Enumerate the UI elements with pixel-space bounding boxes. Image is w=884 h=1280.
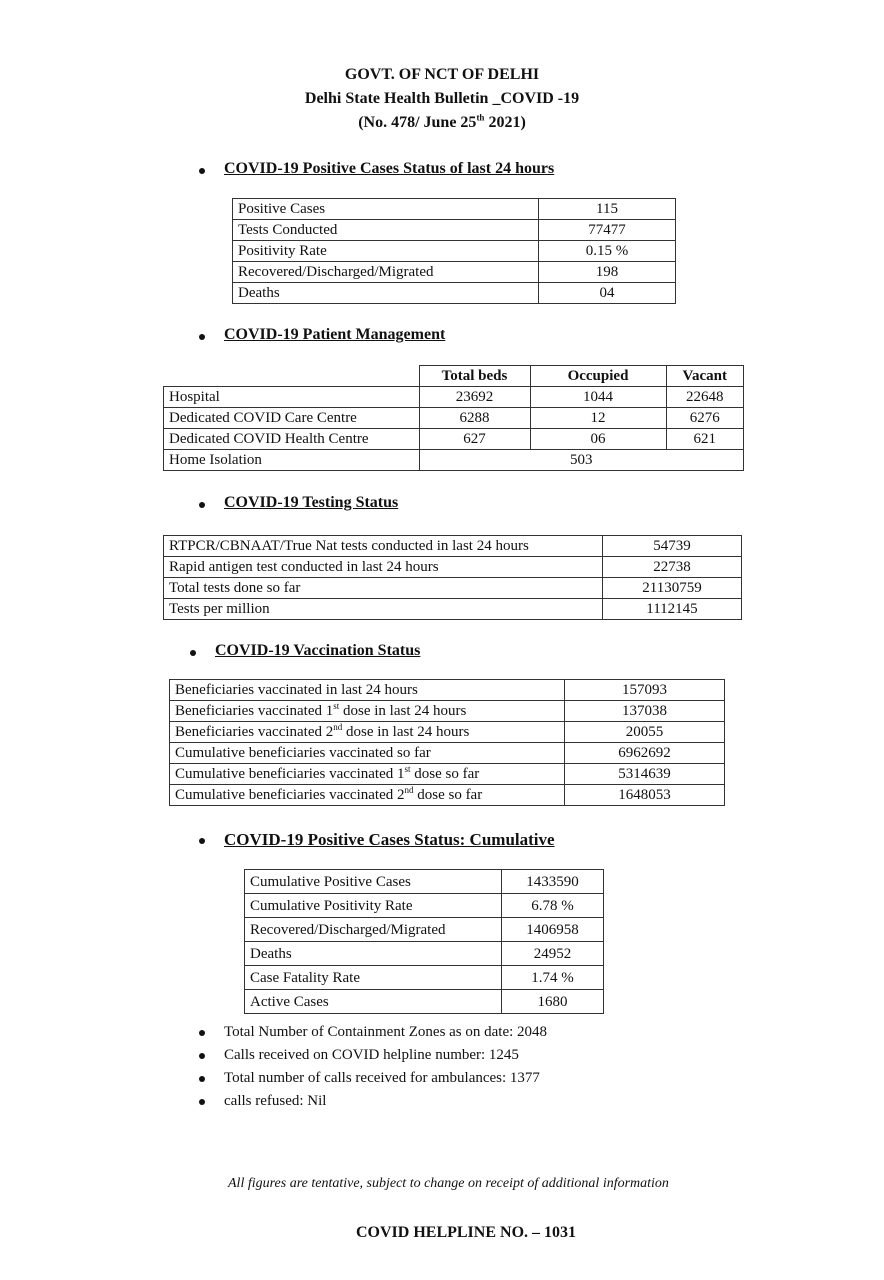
header-line-3: (No. 478/ June 25th 2021) (358, 112, 526, 131)
list-item-containment-zones: Total Number of Containment Zones as on date: 2048 (224, 1024, 548, 1040)
bullet-icon (199, 1053, 205, 1059)
table-row: Home Isolation 503 (164, 450, 744, 471)
table-row: Positive Cases 115 (233, 199, 676, 220)
bullet-icon (199, 1099, 205, 1105)
bullet-icon (199, 1030, 205, 1036)
table-row: Recovered/Discharged/Migrated 198 (233, 262, 676, 283)
cumulative-table (244, 869, 604, 1014)
table-row: Deaths 24952 (245, 942, 604, 966)
table-row: Total tests done so far 21130759 (164, 578, 742, 599)
bullet-icon (199, 168, 205, 174)
table-row: Case Fatality Rate 1.74 % (245, 966, 604, 990)
table-row: Active Cases 1680 (245, 990, 604, 1014)
table-row: Deaths 04 (233, 283, 676, 304)
bullet-icon (199, 1076, 205, 1082)
table-row: RTPCR/CBNAAT/True Nat tests conducted in last 24 hours 54739 (164, 536, 742, 557)
table-row: Cumulative beneficiaries vaccinated so far 6962692 (170, 743, 725, 764)
table-row: Beneficiaries vaccinated in last 24 hours 157093 (170, 680, 725, 701)
helpline-number: COVID HELPLINE NO. – 1031 (355, 1224, 577, 1241)
list-item-helpline-calls: Calls received on COVID helpline number: 1245 (224, 1047, 519, 1063)
list-item-ambulance-calls: Total number of calls received for ambulances: 1377 (224, 1070, 540, 1086)
testing-table (163, 535, 742, 620)
table-row: Beneficiaries vaccinated 1st dose in last 24 hours 137038 (170, 701, 725, 722)
vaccination-table (169, 679, 725, 806)
header-line-1: GOVT. OF NCT OF DELHI (344, 66, 540, 83)
table-row: Hospital 23692 1044 22648 (164, 387, 744, 408)
section-title-positive-24h: COVID-19 Positive Cases Status of last 24 hours (224, 160, 555, 177)
table-row: Dedicated COVID Health Centre 627 06 621 (164, 429, 744, 450)
table-row: Positivity Rate 0.15 % (233, 241, 676, 262)
table-row: Cumulative Positive Cases 1433590 (245, 870, 604, 894)
bullet-icon (190, 650, 196, 656)
table-row: Cumulative beneficiaries vaccinated 2nd dose so far 1648053 (170, 785, 725, 806)
section-title-vaccination: COVID-19 Vaccination Status (215, 642, 421, 659)
patient-management-table (163, 365, 744, 471)
bullet-icon (199, 502, 205, 508)
section-title-patient-management: COVID-19 Patient Management (224, 326, 446, 343)
bullet-icon (199, 838, 205, 844)
section-title-cumulative: COVID-19 Positive Cases Status: Cumulative (224, 830, 555, 849)
disclaimer-note: All figures are tentative, subject to change on receipt of additional information (228, 1176, 669, 1191)
table-row: Cumulative beneficiaries vaccinated 1st dose so far 5314639 (170, 764, 725, 785)
table-header-row: Total beds Occupied Vacant (164, 366, 744, 387)
table-row: Recovered/Discharged/Migrated 1406958 (245, 918, 604, 942)
bullet-icon (199, 334, 205, 340)
list-item-calls-refused: calls refused: Nil (224, 1093, 327, 1109)
table-row: Dedicated COVID Care Centre 6288 12 6276 (164, 408, 744, 429)
table-row: Beneficiaries vaccinated 2nd dose in last 24 hours 20055 (170, 722, 725, 743)
table-row: Tests Conducted 77477 (233, 220, 676, 241)
section-title-testing: COVID-19 Testing Status (224, 494, 399, 511)
table-row: Tests per million 1112145 (164, 599, 742, 620)
positive-24h-table (232, 198, 676, 304)
table-row: Rapid antigen test conducted in last 24 hours 22738 (164, 557, 742, 578)
header-line-2: Delhi State Health Bulletin _COVID -19 (304, 90, 580, 107)
table-row: Cumulative Positivity Rate 6.78 % (245, 894, 604, 918)
